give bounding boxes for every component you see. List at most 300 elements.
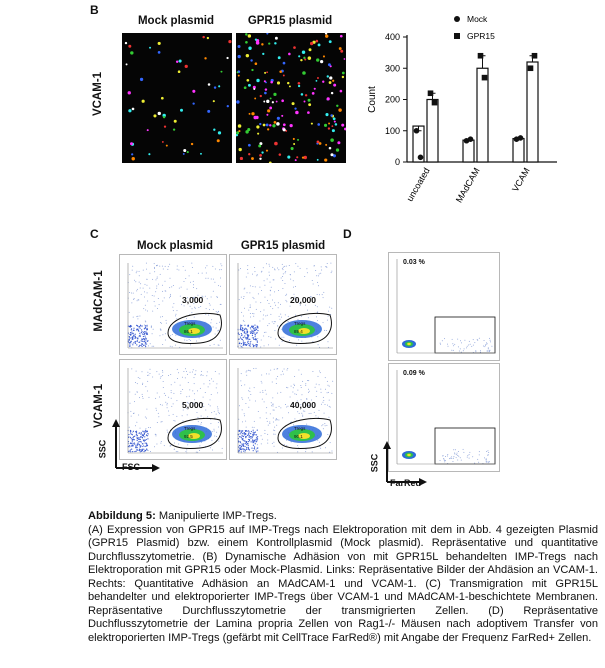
event-dot bbox=[146, 334, 147, 335]
event-dot bbox=[245, 434, 246, 435]
event-dot bbox=[185, 377, 186, 378]
cell-dot bbox=[331, 125, 333, 127]
event-dot bbox=[323, 400, 324, 401]
cell-dot bbox=[304, 58, 306, 60]
event-dot bbox=[271, 405, 272, 406]
event-dot bbox=[142, 333, 143, 334]
cell-dot bbox=[179, 59, 182, 62]
event-dot bbox=[163, 387, 164, 388]
event-dot bbox=[147, 292, 148, 293]
event-dot bbox=[317, 312, 318, 313]
event-dot bbox=[217, 406, 218, 407]
cell-dot bbox=[329, 76, 332, 79]
cell-dot bbox=[217, 139, 220, 142]
cell-dot bbox=[239, 148, 242, 151]
event-dot bbox=[212, 449, 213, 450]
event-dot bbox=[239, 441, 240, 442]
event-dot bbox=[171, 398, 172, 399]
event-dot bbox=[328, 417, 329, 418]
event-dot bbox=[210, 305, 211, 306]
event-dot bbox=[187, 414, 188, 415]
event-dot bbox=[205, 392, 206, 393]
event-dot bbox=[165, 290, 166, 291]
event-dot bbox=[253, 432, 254, 433]
event-dot bbox=[453, 350, 454, 351]
cell-dot bbox=[278, 56, 281, 59]
event-dot bbox=[145, 321, 146, 322]
event-dot bbox=[159, 304, 160, 305]
caption-body: (A) Expression von GPR15 auf IMP-Tregs nach Elektroporation mit dem in Abb. 4 gezeigten Plasmid (GPR15 Plasmid) bzw. einem Kontrollplasmid (Mock plasmid). Repräsentative und quantitative Durchflusszytometrie. (B) Dynamische Adhäsion von mit GPR15L behandelten IMP-Tregs nach Elektroporation mit GPR15 oder Mock-Plasmid. Links: Repräsentative Bilder der Ahdäsion an VCAM-1. Rechts: Quantitative Adhäsion an MAdCAM-1 und VCAM-1. (C) Transmigration mit GPR15L behandelter und elektroporierter IMP-Tregs über VCAM-1 und MAdCAM-1-beschichtete Membranen. Repräsentative Durchflusszytometrie der transmigrierten Zellen. (D) Repräsentative Duchflusszytometrie der Lamina propria Zellen von Rag1-/- Mäusen nach adoptivem Transfer von elektroporierten IMP-Tregs (gefärbt mit CellTrace FarRed®) mit Angabe der Frequenz FarRed+ Zellen. bbox=[88, 523, 598, 644]
event-dot bbox=[216, 323, 217, 324]
cell-dot bbox=[335, 123, 338, 126]
event-dot bbox=[287, 369, 288, 370]
event-dot bbox=[155, 408, 156, 409]
event-dot bbox=[144, 325, 145, 326]
event-dot bbox=[488, 348, 489, 349]
event-dot bbox=[252, 337, 253, 338]
event-dot bbox=[173, 285, 174, 286]
point-gpr15 bbox=[528, 65, 534, 71]
panel-d-letter: D bbox=[343, 227, 352, 241]
gate-label: Tregs bbox=[294, 321, 306, 326]
event-dot bbox=[309, 413, 310, 414]
event-dot bbox=[159, 266, 160, 267]
gate-percent: 86.1 bbox=[184, 329, 193, 334]
event-dot bbox=[246, 427, 247, 428]
event-dot bbox=[442, 340, 443, 341]
event-dot bbox=[285, 295, 286, 296]
event-dot bbox=[240, 433, 241, 434]
event-dot bbox=[279, 406, 280, 407]
event-dot bbox=[250, 317, 251, 318]
event-dot bbox=[318, 376, 319, 377]
event-dot bbox=[192, 371, 193, 372]
event-dot bbox=[157, 278, 158, 279]
y-tick-label: 300 bbox=[384, 63, 400, 74]
event-dot bbox=[264, 297, 265, 298]
event-dot bbox=[284, 444, 285, 445]
event-dot bbox=[193, 287, 194, 288]
event-dot bbox=[136, 325, 137, 326]
event-dot bbox=[319, 384, 320, 385]
event-dot bbox=[182, 420, 183, 421]
event-dot bbox=[243, 342, 244, 343]
event-dot bbox=[264, 430, 265, 431]
event-dot bbox=[272, 405, 273, 406]
event-dot bbox=[248, 397, 249, 398]
event-dot bbox=[238, 419, 239, 420]
event-dot bbox=[475, 351, 476, 352]
event-dot bbox=[144, 334, 145, 335]
event-dot bbox=[310, 413, 311, 414]
event-dot bbox=[166, 320, 167, 321]
event-dot bbox=[245, 421, 246, 422]
event-dot bbox=[141, 329, 142, 330]
event-dot bbox=[145, 339, 146, 340]
event-dot bbox=[467, 457, 468, 458]
event-dot bbox=[147, 372, 148, 373]
event-dot bbox=[284, 283, 285, 284]
event-dot bbox=[317, 306, 318, 307]
event-dot bbox=[242, 347, 243, 348]
event-dot bbox=[138, 346, 139, 347]
event-dot bbox=[208, 386, 209, 387]
event-dot bbox=[261, 381, 262, 382]
cell-dot bbox=[302, 51, 305, 54]
event-dot bbox=[161, 376, 162, 377]
event-dot bbox=[136, 272, 137, 273]
event-dot bbox=[264, 280, 265, 281]
event-dot bbox=[248, 310, 249, 311]
event-dot bbox=[254, 421, 255, 422]
event-dot bbox=[217, 392, 218, 393]
event-dot bbox=[183, 266, 184, 267]
event-dot bbox=[471, 346, 472, 347]
cell-dot bbox=[337, 141, 340, 144]
event-dot bbox=[239, 450, 240, 451]
event-dot bbox=[250, 370, 251, 371]
event-dot bbox=[167, 269, 168, 270]
cell-dot bbox=[325, 113, 328, 116]
cell-dot bbox=[287, 156, 290, 159]
event-dot bbox=[276, 383, 277, 384]
cell-dot bbox=[226, 57, 228, 59]
event-dot bbox=[172, 307, 173, 308]
event-dot bbox=[305, 385, 306, 386]
event-dot bbox=[243, 436, 244, 437]
event-dot bbox=[135, 394, 136, 395]
cell-dot bbox=[277, 117, 280, 120]
y-tick-label: 100 bbox=[384, 125, 400, 136]
event-dot bbox=[249, 339, 250, 340]
event-dot bbox=[145, 386, 146, 387]
event-dot bbox=[216, 311, 217, 312]
cell-dot bbox=[164, 126, 166, 128]
event-dot bbox=[282, 341, 283, 342]
event-dot bbox=[256, 345, 257, 346]
event-dot bbox=[132, 337, 133, 338]
cell-dot bbox=[329, 147, 332, 150]
event-dot bbox=[256, 434, 257, 435]
event-dot bbox=[302, 416, 303, 417]
event-dot bbox=[210, 405, 211, 406]
event-dot bbox=[152, 279, 153, 280]
event-dot bbox=[314, 265, 315, 266]
event-dot bbox=[241, 397, 242, 398]
event-dot bbox=[327, 434, 328, 435]
event-dot bbox=[316, 391, 317, 392]
event-dot bbox=[260, 392, 261, 393]
cell-dot bbox=[344, 58, 346, 60]
cell-dot bbox=[204, 57, 206, 59]
event-dot bbox=[251, 332, 252, 333]
event-dot bbox=[186, 449, 187, 450]
panel-b-letter: B bbox=[90, 3, 99, 17]
event-dot bbox=[241, 430, 242, 431]
event-dot bbox=[244, 384, 245, 385]
event-dot bbox=[304, 411, 305, 412]
event-dot bbox=[325, 389, 326, 390]
event-dot bbox=[323, 292, 324, 293]
event-dot bbox=[301, 394, 302, 395]
event-dot bbox=[270, 306, 271, 307]
event-dot bbox=[294, 393, 295, 394]
event-dot bbox=[205, 314, 206, 315]
event-dot bbox=[297, 266, 298, 267]
event-dot bbox=[183, 371, 184, 372]
cell-dot bbox=[161, 97, 164, 100]
event-dot bbox=[211, 378, 212, 379]
event-dot bbox=[143, 345, 144, 346]
event-dot bbox=[488, 462, 489, 463]
event-dot bbox=[285, 314, 286, 315]
cell-dot bbox=[340, 90, 343, 93]
cell-dot bbox=[344, 128, 346, 131]
cell-dot bbox=[132, 157, 135, 160]
event-dot bbox=[160, 274, 161, 275]
event-dot bbox=[467, 346, 468, 347]
event-dot bbox=[447, 344, 448, 345]
event-dot bbox=[281, 337, 282, 338]
event-dot bbox=[164, 297, 165, 298]
panel-c-y-axis: SSC bbox=[97, 439, 108, 459]
event-dot bbox=[215, 371, 216, 372]
event-dot bbox=[166, 323, 167, 324]
event-dot bbox=[134, 298, 135, 299]
panel-b-row-vcam: VCAM-1 bbox=[92, 71, 104, 117]
event-dot bbox=[240, 436, 241, 437]
cell-dot bbox=[256, 125, 259, 128]
event-dot bbox=[135, 343, 136, 344]
cell-dot bbox=[228, 40, 231, 43]
event-dot bbox=[301, 316, 302, 317]
event-dot bbox=[173, 403, 174, 404]
event-dot bbox=[149, 273, 150, 274]
event-dot bbox=[244, 344, 245, 345]
event-dot bbox=[147, 381, 148, 382]
event-dot bbox=[247, 265, 248, 266]
event-dot bbox=[266, 263, 267, 264]
event-dot bbox=[241, 297, 242, 298]
event-dot bbox=[242, 448, 243, 449]
event-dot bbox=[270, 294, 271, 295]
event-dot bbox=[253, 346, 254, 347]
event-dot bbox=[248, 370, 249, 371]
event-dot bbox=[154, 268, 155, 269]
event-dot bbox=[252, 326, 253, 327]
event-dot bbox=[248, 407, 249, 408]
event-dot bbox=[134, 280, 135, 281]
event-dot bbox=[248, 390, 249, 391]
event-dot bbox=[173, 414, 174, 415]
event-dot bbox=[263, 319, 264, 320]
event-dot bbox=[216, 327, 217, 328]
event-dot bbox=[139, 333, 140, 334]
bar-gpr15 bbox=[527, 62, 538, 162]
event-dot bbox=[477, 339, 478, 340]
event-dot bbox=[256, 368, 257, 369]
event-dot bbox=[147, 375, 148, 376]
event-dot bbox=[219, 373, 220, 374]
event-dot bbox=[488, 454, 489, 455]
event-dot bbox=[294, 271, 295, 272]
cell-dot bbox=[270, 81, 273, 84]
event-dot bbox=[155, 306, 156, 307]
event-dot bbox=[299, 413, 300, 414]
event-dot bbox=[221, 269, 222, 270]
event-dot bbox=[214, 282, 215, 283]
event-dot bbox=[141, 345, 142, 346]
cell-dot bbox=[276, 122, 280, 126]
event-dot bbox=[454, 452, 455, 453]
event-dot bbox=[298, 339, 299, 340]
cell-dot bbox=[250, 59, 252, 61]
event-dot bbox=[326, 330, 327, 331]
event-dot bbox=[245, 333, 246, 334]
event-dot bbox=[198, 307, 199, 308]
event-dot bbox=[248, 445, 249, 446]
event-dot bbox=[276, 418, 277, 419]
cell-dot bbox=[266, 114, 268, 116]
cell-dot bbox=[244, 86, 247, 89]
cell-dot bbox=[304, 101, 306, 103]
event-dot bbox=[254, 339, 255, 340]
cell-dot bbox=[272, 101, 274, 103]
event-dot bbox=[293, 384, 294, 385]
event-dot bbox=[154, 296, 155, 297]
count-vcam-mock: 5,000 bbox=[182, 400, 204, 410]
cell-dot bbox=[333, 84, 336, 87]
event-dot bbox=[142, 384, 143, 385]
event-dot bbox=[187, 444, 188, 445]
event-dot bbox=[301, 387, 302, 388]
cell-dot bbox=[163, 116, 165, 118]
event-dot bbox=[165, 333, 166, 334]
event-dot bbox=[260, 346, 261, 347]
event-dot bbox=[208, 315, 209, 316]
event-dot bbox=[324, 413, 325, 414]
event-dot bbox=[248, 449, 249, 450]
event-dot bbox=[290, 274, 291, 275]
event-dot bbox=[262, 439, 263, 440]
event-dot bbox=[268, 336, 269, 337]
event-dot bbox=[274, 302, 275, 303]
event-dot bbox=[257, 436, 258, 437]
event-dot bbox=[262, 392, 263, 393]
event-dot bbox=[254, 271, 255, 272]
event-dot bbox=[187, 374, 188, 375]
event-dot bbox=[131, 368, 132, 369]
event-dot bbox=[214, 344, 215, 345]
event-dot bbox=[305, 451, 306, 452]
gate-percent: 92.5 bbox=[184, 434, 193, 439]
cell-dot bbox=[200, 153, 202, 155]
event-dot bbox=[144, 335, 145, 336]
event-dot bbox=[146, 269, 147, 270]
event-dot bbox=[294, 418, 295, 419]
event-dot bbox=[331, 272, 332, 273]
cell-dot bbox=[276, 101, 278, 103]
event-dot bbox=[242, 421, 243, 422]
event-dot bbox=[207, 371, 208, 372]
event-dot bbox=[283, 337, 284, 338]
event-dot bbox=[277, 393, 278, 394]
event-dot bbox=[489, 461, 490, 462]
event-dot bbox=[253, 298, 254, 299]
event-dot bbox=[285, 404, 286, 405]
event-dot bbox=[479, 454, 480, 455]
event-dot bbox=[243, 446, 244, 447]
event-dot bbox=[244, 308, 245, 309]
event-dot bbox=[250, 285, 251, 286]
event-dot bbox=[162, 285, 163, 286]
event-dot bbox=[252, 437, 253, 438]
event-dot bbox=[189, 389, 190, 390]
event-dot bbox=[205, 296, 206, 297]
event-dot bbox=[452, 461, 453, 462]
event-dot bbox=[247, 435, 248, 436]
event-dot bbox=[327, 381, 328, 382]
event-dot bbox=[133, 317, 134, 318]
cell-dot bbox=[324, 124, 327, 127]
event-dot bbox=[318, 417, 319, 418]
event-dot bbox=[480, 350, 481, 351]
event-dot bbox=[253, 445, 254, 446]
event-dot bbox=[316, 396, 317, 397]
event-dot bbox=[139, 275, 140, 276]
event-dot bbox=[148, 397, 149, 398]
event-dot bbox=[444, 338, 445, 339]
event-dot bbox=[300, 268, 301, 269]
event-dot bbox=[261, 271, 262, 272]
cell-dot bbox=[173, 129, 175, 131]
event-dot bbox=[312, 451, 313, 452]
event-dot bbox=[452, 339, 453, 340]
event-dot bbox=[161, 441, 162, 442]
event-dot bbox=[308, 317, 309, 318]
event-dot bbox=[254, 345, 255, 346]
event-dot bbox=[213, 279, 214, 280]
event-dot bbox=[252, 440, 253, 441]
event-dot bbox=[247, 337, 248, 338]
event-dot bbox=[248, 339, 249, 340]
event-dot bbox=[139, 345, 140, 346]
event-dot bbox=[277, 376, 278, 377]
event-dot bbox=[211, 279, 212, 280]
cell-dot bbox=[227, 105, 229, 107]
event-dot bbox=[137, 341, 138, 342]
flow-c-vcam-gpr15 bbox=[229, 359, 337, 460]
event-dot bbox=[260, 311, 261, 312]
event-dot bbox=[136, 371, 137, 372]
cell-dot bbox=[220, 71, 222, 73]
cell-dot bbox=[214, 86, 216, 88]
event-dot bbox=[254, 329, 255, 330]
cell-dot bbox=[218, 131, 221, 134]
event-dot bbox=[184, 339, 185, 340]
event-dot bbox=[193, 369, 194, 370]
event-dot bbox=[141, 332, 142, 333]
gate-label: Tregs bbox=[294, 426, 306, 431]
cell-dot bbox=[238, 130, 240, 132]
event-dot bbox=[249, 431, 250, 432]
event-dot bbox=[210, 345, 211, 346]
event-dot bbox=[312, 371, 313, 372]
event-dot bbox=[194, 383, 195, 384]
event-dot bbox=[143, 336, 144, 337]
event-dot bbox=[255, 443, 256, 444]
event-dot bbox=[267, 421, 268, 422]
